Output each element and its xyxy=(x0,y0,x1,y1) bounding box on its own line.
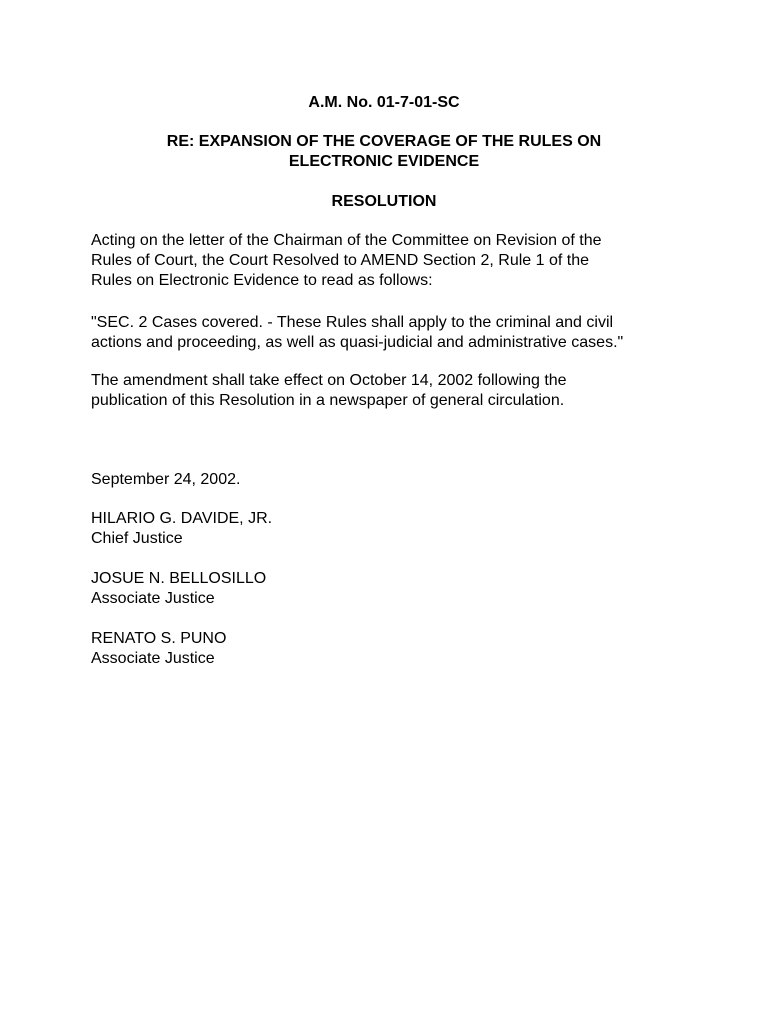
document-date: September 24, 2002. xyxy=(91,471,241,488)
paragraph-line: The amendment shall take effect on October 14, 2002 following the xyxy=(91,372,567,389)
section-heading: RESOLUTION xyxy=(331,193,437,210)
document-number: A.M. No. 01-7-01-SC xyxy=(308,94,460,111)
paragraph-line: Acting on the letter of the Chairman of the Committee on Revision of the xyxy=(91,232,602,249)
document-title xyxy=(0,132,768,172)
paragraph-line: publication of this Resolution in a newspaper of general circulation. xyxy=(91,392,565,409)
signatory-name: JOSUE N. BELLOSILLO xyxy=(91,570,267,587)
paragraph-line: actions and proceeding, as well as quasi-judicial and administrative cases." xyxy=(91,334,624,351)
paragraph-line: Rules of Court, the Court Resolved to AMEND Section 2, Rule 1 of the xyxy=(91,252,590,269)
signatory-name: HILARIO G. DAVIDE, JR. xyxy=(91,510,273,527)
paragraph-line: "SEC. 2 Cases covered. - These Rules shall apply to the criminal and civil xyxy=(91,314,614,331)
signatory-block xyxy=(91,569,266,609)
signatory-title: Associate Justice xyxy=(91,650,215,667)
signatory-block xyxy=(91,509,272,549)
paragraph-amended-section xyxy=(91,313,691,353)
document-title-line: RE: EXPANSION OF THE COVERAGE OF THE RULES ON xyxy=(166,133,602,150)
signatory-title: Chief Justice xyxy=(91,530,183,547)
paragraph-line: Rules on Electronic Evidence to read as follows: xyxy=(91,272,433,289)
paragraph-intro xyxy=(91,231,691,291)
paragraph-effectivity xyxy=(91,371,691,411)
signatory-block xyxy=(91,629,226,669)
document-title-line: ELECTRONIC EVIDENCE xyxy=(288,153,480,170)
signatory-name: RENATO S. PUNO xyxy=(91,630,227,647)
signatory-title: Associate Justice xyxy=(91,590,215,607)
